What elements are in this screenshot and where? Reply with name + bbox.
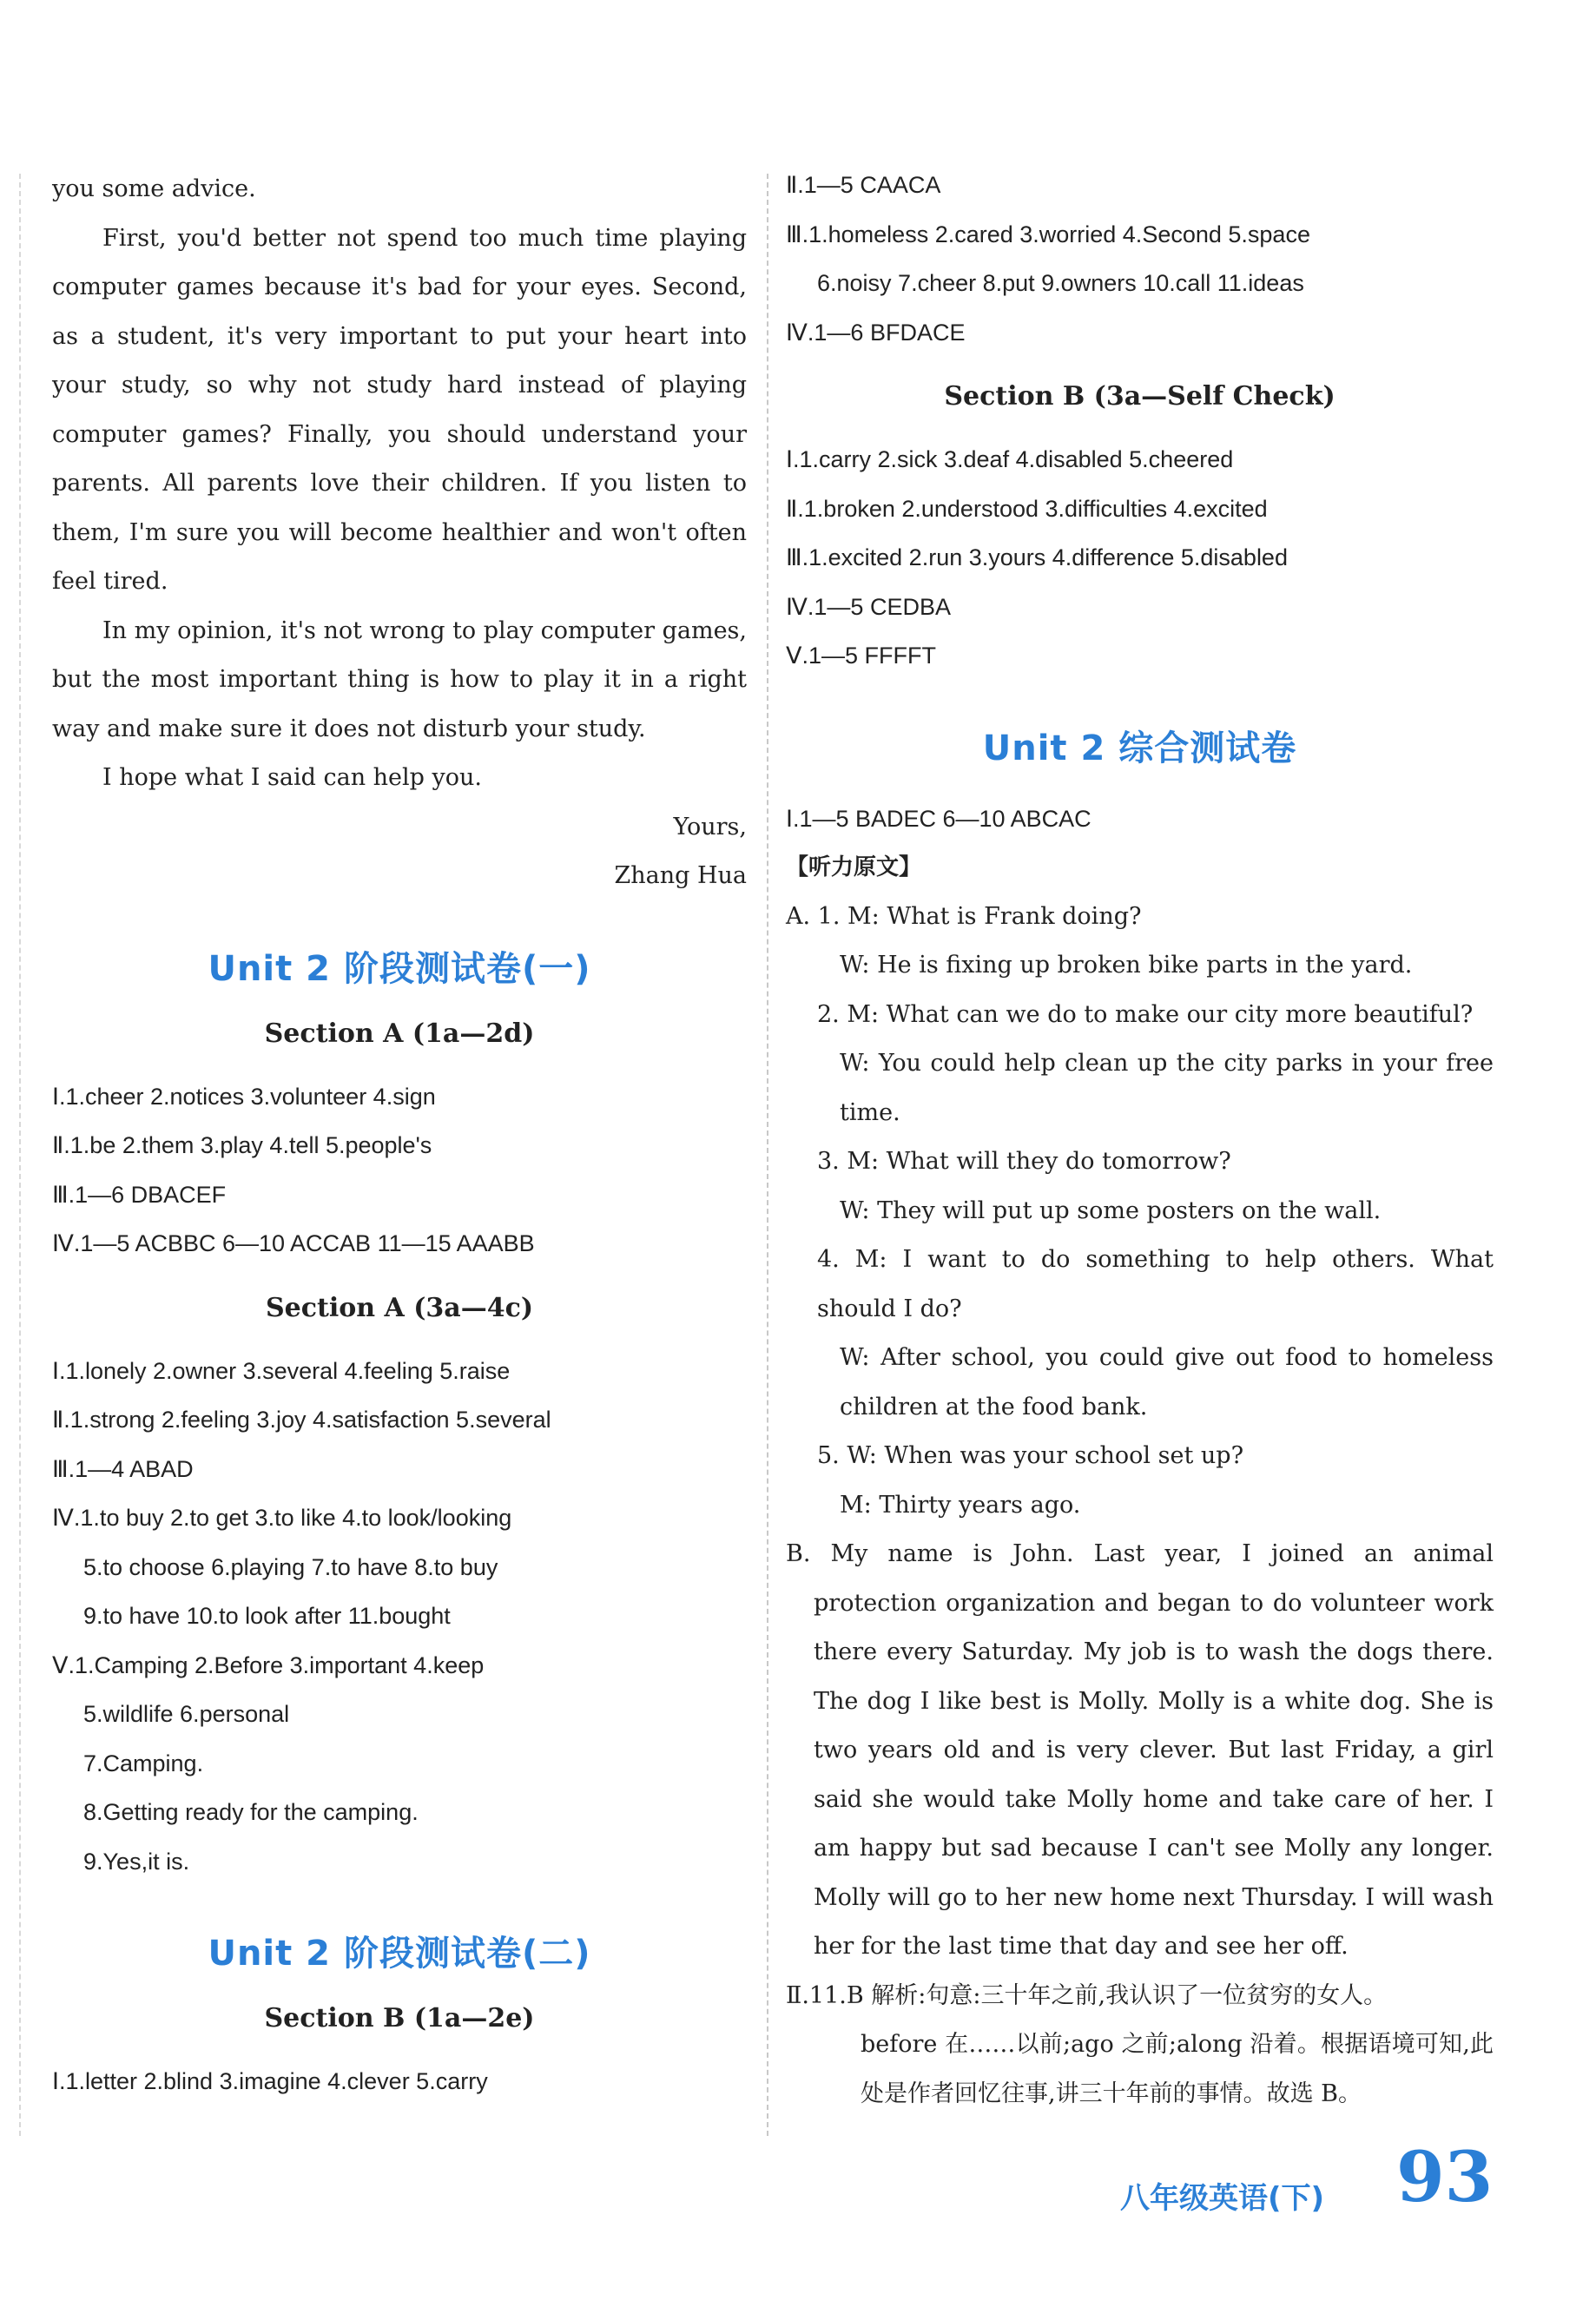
answer-line: Ⅱ.1—5 CAACA xyxy=(786,172,941,198)
listening-passage: B. My name is John. Last year, I joined an animal protection organization and began to do volunteer work there every Saturday. My job is to wash the dogs there. The dog I like best is Molly. Molly is a white dog. She is two years old and is very clever. But last Friday, a girl said she would take Molly home and take care of her. I am happy but sad because I can't see Molly any longer. Molly will go to her new home next Thursday. I will wash her for the last time that day and see her off. xyxy=(786,1540,1494,1960)
answer-line: Ⅰ.1.lonely 2.owner 3.several 4.feeling 5.raise xyxy=(52,1357,511,1384)
dialogue-line: A. 1. M: What is Frank doing? xyxy=(786,902,1142,930)
dialogue-line: 4. M: I want to do something to help others. What should I do? xyxy=(817,1246,1494,1322)
answer-line: Ⅳ.1—6 BFDACE xyxy=(786,319,966,346)
dialogue-line: W: They will put up some posters on the wall. xyxy=(840,1196,1382,1224)
answer-line: Ⅰ.1.cheer 2.notices 3.volunteer 4.sign xyxy=(52,1083,436,1110)
answer-line: 5.to choose 6.playing 7.to have 8.to buy xyxy=(83,1553,498,1580)
answer-line: Ⅳ.1.to buy 2.to get 3.to like 4.to look/looking xyxy=(52,1505,512,1531)
left-column xyxy=(52,165,747,2106)
answer-line: Ⅴ.1—5 FFFFT xyxy=(786,643,936,669)
answer-line: Ⅲ.1.homeless 2.cared 3.worried 4.Second 5.space xyxy=(786,221,1310,247)
dialogue-line: M: Thirty years ago. xyxy=(840,1491,1081,1519)
answer-line: 5.wildlife 6.personal xyxy=(83,1701,290,1727)
dialogue-line: 2. M: What can we do to make our city more beautiful? xyxy=(817,1000,1474,1028)
page-footer xyxy=(1120,2138,1502,2225)
letter-paragraph: I hope what I said can help you. xyxy=(102,764,483,791)
answer-line: Ⅲ.1—4 ABAD xyxy=(52,1455,194,1482)
answer-line: 6.noisy 7.cheer 8.put 9.owners 10.call 11.ideas xyxy=(817,270,1304,296)
margin-line xyxy=(19,174,21,2136)
dialogue-line: W: He is fixing up broken bike parts in the yard. xyxy=(840,952,1413,979)
answer-line: Ⅰ.1.letter 2.blind 3.imagine 4.clever 5.carry xyxy=(52,2068,488,2094)
unit-test-2-title: Unit 2 阶段测试卷(二) xyxy=(208,1934,591,1974)
answer-line: 9.Yes,it is. xyxy=(83,1848,190,1875)
answer-line: Ⅲ.1—6 DBACEF xyxy=(52,1181,227,1208)
letter-signature: Zhang Hua xyxy=(614,862,747,889)
answer-line: Ⅰ.1.carry 2.sick 3.deaf 4.disabled 5.cheered xyxy=(786,446,1234,472)
dialogue-line: W: You could help clean up the city parks in your free time. xyxy=(840,1050,1494,1126)
answer-line: Ⅳ.1—5 CEDBA xyxy=(786,593,951,620)
letter-paragraph: In my opinion, it's not wrong to play computer games, but the most important thing is how to play it in a right way and make sure it does not disturb your study. xyxy=(52,616,747,742)
unit-test-1-title: Unit 2 阶段测试卷(一) xyxy=(208,948,591,989)
dialogue-line: 3. M: What will they do tomorrow? xyxy=(817,1148,1231,1175)
letter-paragraph: First, you'd better not spend too much time playing computer games because it's bad for your eyes. Second, as a student, it's very important to put your heart into your study, so why not study hard instead of playing computer games? Finally, you should understand your parents. All parents love their children. If you listen to them, I'm sure you will become healthier and won't often feel tired. xyxy=(52,224,747,595)
section-title: Section A (3a—4c) xyxy=(265,1292,534,1323)
letter-closing: Yours, xyxy=(673,813,747,840)
answer-line: Ⅱ.1.broken 2.understood 3.difficulties 4.excited xyxy=(786,495,1268,522)
answer-line: Ⅴ.1.Camping 2.Before 3.important 4.keep xyxy=(52,1651,485,1678)
answer-line: Ⅲ.1.excited 2.run 3.yours 4.difference 5.disabled xyxy=(786,544,1288,570)
right-column xyxy=(786,161,1494,2119)
page-number: 93 xyxy=(1396,2136,1494,2218)
answer-line: Ⅳ.1—5 ACBBC 6—10 ACCAB 11—15 AAABB xyxy=(52,1230,535,1256)
answer-explanation: Ⅱ.11.B 解析:句意:三十年之前,我认识了一位贫穷的女人。 xyxy=(786,1981,1388,2009)
answer-line: Ⅱ.1.be 2.them 3.play 4.tell 5.people's xyxy=(52,1132,432,1158)
grade-label: 八年级英语(下) xyxy=(1120,2181,1325,2216)
section-title: Section A (1a—2d) xyxy=(264,1018,535,1049)
answer-line: Ⅰ.1—5 BADEC 6—10 ABCAC xyxy=(786,805,1091,832)
dialogue-line: W: After school, you could give out food to homeless children at the food bank. xyxy=(840,1344,1494,1420)
column-divider xyxy=(767,174,768,2136)
dialogue-line: 5. W: When was your school set up? xyxy=(817,1442,1244,1469)
answer-line: 8.Getting ready for the camping. xyxy=(83,1799,419,1825)
answer-line: 7.Camping. xyxy=(83,1750,204,1776)
answer-explanation-note: before 在……以前;ago 之前;along 沿着。根据语境可知,此处是作者回忆往事,讲三十年前的事情。故选 B。 xyxy=(861,2031,1494,2107)
section-title: Section B (1a—2e) xyxy=(264,2003,535,2033)
letter-line: you some advice. xyxy=(52,175,256,202)
answer-line: Ⅱ.1.strong 2.feeling 3.joy 4.satisfaction 5.several xyxy=(52,1407,551,1433)
answer-line: 9.to have 10.to look after 11.bought xyxy=(83,1603,451,1629)
comprehensive-test-title: Unit 2 综合测试卷 xyxy=(982,728,1297,768)
listening-heading: 【听力原文】 xyxy=(786,854,922,880)
section-title: Section B (3a—Self Check) xyxy=(944,381,1335,412)
